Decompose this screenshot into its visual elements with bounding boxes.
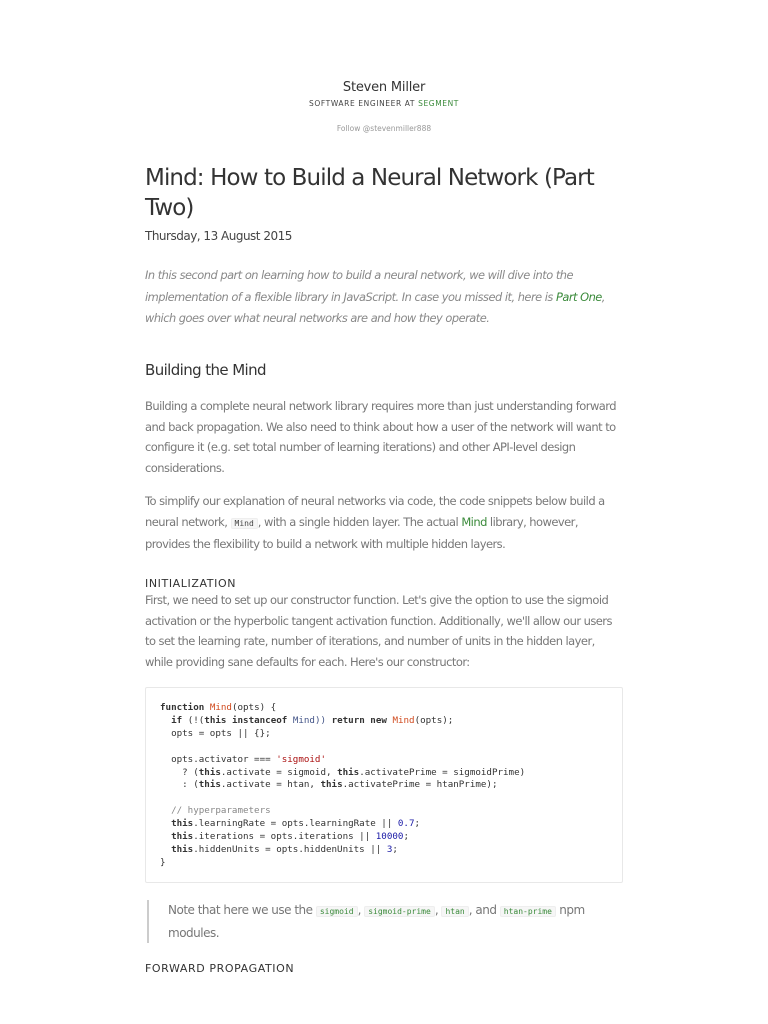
follow-link[interactable]: Follow @stevenmiller888 (336, 124, 432, 133)
code-token: instanceof (226, 714, 288, 726)
code-line-6 (182, 767, 525, 778)
author-header (0, 80, 768, 133)
code-token: this (198, 766, 221, 778)
sigmoid-module-link[interactable]: sigmoid (316, 906, 358, 917)
code-token: (opts); (414, 714, 454, 726)
inline-code-mind: Mind (231, 518, 258, 529)
article-title: Mind: How to Build a Neural Network (Part Two) (145, 165, 594, 221)
code-token: this (204, 714, 227, 726)
htan-module-link[interactable]: htan (441, 906, 468, 917)
heading-forward-propagation: FORWARD PROPAGATION (145, 962, 295, 975)
article-intro (145, 265, 625, 330)
code-token: .activate = htan, (220, 779, 321, 791)
code-line-1 (160, 702, 276, 713)
htan-prime-module-link[interactable]: htan-prime (500, 906, 556, 917)
code-token: ? ( (182, 766, 199, 778)
code-token: function (160, 702, 205, 713)
code-line-2 (171, 715, 453, 726)
code-token: Mind)) (287, 714, 332, 726)
note-text (168, 900, 638, 943)
code-block (145, 687, 623, 883)
code-token: 10000 (375, 831, 404, 843)
code-token: 'sigmoid' (276, 753, 326, 765)
code-token: .learningRate = opts.learningRate || (193, 818, 398, 830)
p2-text-middle: , with a single hidden layer. The actual (257, 514, 462, 529)
code-token: (opts) { (231, 702, 277, 713)
code-line-7 (182, 779, 497, 790)
code-line-10: this.learningRate = opts.learningRate || 0.7; (171, 818, 421, 830)
code-line-11: this.iterations = opts.iterations || 10000; (171, 831, 409, 843)
intro-text-before: In this second part on learning how to build a neural network, we will dive into the implementation of a flexible library in JavaScript. In case you missed it, here is (145, 268, 574, 304)
code-comment: // hyperparameters (171, 805, 271, 817)
note-text-after: npm modules. (168, 903, 585, 940)
mind-library-link[interactable]: Mind (461, 514, 487, 529)
code-line-13: } (160, 856, 166, 868)
code-token: .activate = sigmoid, (220, 766, 338, 778)
sigmoid-prime-module-link[interactable]: sigmoid-prime (364, 906, 435, 917)
author-name[interactable]: Steven Miller (342, 80, 426, 95)
paragraph-1: Building a complete neural network library requires more than just understanding forward and back propagation. We also need to think about how a user of the network will want to configure it (e.g. set total number of learning iterations) and other API-level design considerations. (145, 399, 617, 475)
section-title: Building the Mind (145, 361, 266, 379)
code-token: .activatePrime = htanPrime); (342, 779, 498, 791)
note-separator: , (434, 903, 442, 917)
part-one-link[interactable]: Part One (555, 289, 602, 304)
code-token: this (320, 779, 343, 791)
author-role (0, 99, 768, 108)
author-role-prefix: SOFTWARE ENGINEER AT (309, 99, 416, 108)
p2-text-before: To simplify our explanation of neural networks via code, the code snippets below build a neural network, (145, 494, 605, 529)
note-separator: , and (468, 903, 500, 917)
code-token: this (337, 766, 360, 778)
note-text-before: Note that here we use the (168, 903, 316, 917)
paragraph-3: First, we need to set up our constructor function. Let's give the option to use the sigmoid activation or the hyperbolic tangent activation function. Additionally, we'll allow our users to set the learning rate, number of iterations, and number of units in the hidden layer, while providing sane defaults for each. Here's our constructor: (145, 593, 612, 669)
code-token: .iterations = opts.iterations || (193, 831, 376, 843)
code-token: if (171, 714, 183, 726)
article-date: Thursday, 13 August 2015 (145, 229, 292, 243)
intro-text-after: , which goes over what neural networks are and how they operate. (145, 289, 605, 325)
code-line-5 (171, 754, 326, 765)
code-token: : ( (182, 779, 199, 791)
note-separator: , (357, 903, 365, 917)
code-token: .hiddenUnits = opts.hiddenUnits || (193, 843, 387, 855)
code-token: new (364, 714, 387, 726)
code-token: 3 (386, 843, 393, 855)
code-token: this (171, 843, 194, 855)
code-token: Mind (209, 702, 232, 713)
code-token: Mind (386, 714, 415, 726)
code-token: this (171, 831, 194, 843)
company-link[interactable]: SEGMENT (418, 99, 459, 108)
heading-initialization: INITIALIZATION (145, 577, 237, 590)
note-blockquote (147, 900, 638, 943)
code-line-12: this.hiddenUnits = opts.hiddenUnits || 3; (171, 843, 398, 855)
code-token: opts.activator === (171, 753, 277, 765)
code-token: .activatePrime = sigmoidPrime) (359, 766, 526, 778)
code-line-3: opts = opts || {}; (171, 727, 271, 739)
code-token: this (171, 818, 194, 830)
code-token: this (198, 779, 221, 791)
code-token: return (331, 714, 365, 726)
p2-text-after: library, however, provides the flexibility to build a network with multiple hidden layers. (145, 514, 578, 551)
code-token: 0.7 (397, 818, 415, 830)
code-token: (!( (182, 714, 205, 726)
paragraph-2 (145, 491, 625, 555)
